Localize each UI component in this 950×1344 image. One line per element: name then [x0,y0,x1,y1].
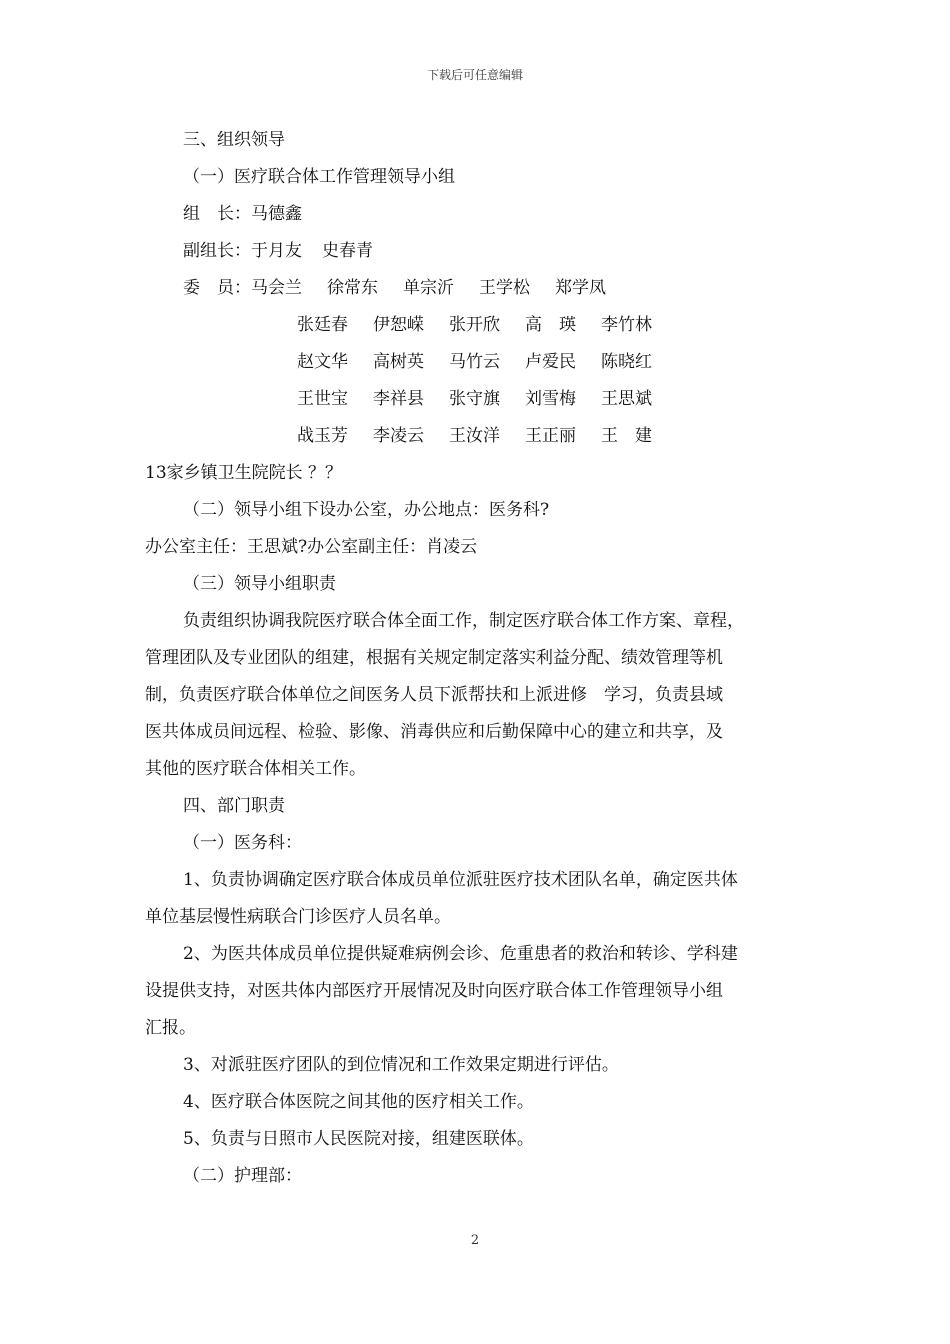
member-name: 马竹云 [449,352,500,372]
member-name: 王正丽 [525,426,576,446]
member-name: 高 瑛 [525,315,576,335]
member-name: 高树英 [373,352,424,372]
member-name: 刘雪梅 [525,389,576,409]
member-name: 王 建 [601,426,652,446]
member-name: 史春青 [322,241,373,261]
member-name: 徐常东 [327,278,378,298]
deputy-line [145,233,805,270]
list-item-line: 3、对派驻医疗团队的到位情况和工作效果定期进行评估。 [183,1055,619,1075]
duties-paragraph-line: 制，负责医疗联合体单位之间医务人员下派帮扶和上派进修 学习，负责县域 [145,685,723,705]
member-name: 伊恕嵘 [373,315,424,335]
member-name: 郑学凤 [555,278,606,298]
members-row [145,307,805,344]
section-heading: 三、组织领导 [183,130,285,150]
member-name: 王思斌 [601,389,652,409]
member-name: 李凌云 [373,426,424,446]
member-name: 陈晓红 [601,352,652,372]
list-item-line: 5、负责与日照市人民医院对接，组建医联体。 [183,1129,534,1149]
deputy-label: 副组长： [183,241,251,261]
member-name: 战玉芳 [297,426,348,446]
township-line: 13家乡镇卫生院院长 ？？ [145,463,343,483]
list-item-line: 4、医疗联合体医院之间其他的医疗相关工作。 [183,1092,534,1112]
member-name: 李竹林 [601,315,652,335]
subsection-heading: （三）领导小组职责 [183,574,336,594]
member-name: 王汝洋 [449,426,500,446]
members-line [145,270,805,307]
page-number: 2 [470,1233,480,1248]
member-name: 于月友 [251,241,302,261]
duties-paragraph-line: 其他的医疗联合体相关工作。 [145,759,366,779]
member-name: 张开欣 [449,315,500,335]
member-name: 王世宝 [297,389,348,409]
duties-paragraph-line: 管理团队及专业团队的组建，根据有关规定制定落实利益分配、绩效管理等机 [145,648,723,668]
member-name: 张廷春 [297,315,348,335]
list-item-line: 1、负责协调确定医疗联合体成员单位派驻医疗技术团队名单，确定医共体 [183,870,738,890]
document-body [145,122,805,1195]
office-heads-line: 办公室主任：王思斌?办公室副主任：肖凌云 [145,537,478,557]
duties-paragraph-line: 医共体成员间远程、检验、影像、消毒供应和后勤保障中心的建立和共享，及 [145,722,723,742]
list-item-line: 汇报。 [145,1018,196,1038]
member-name: 马会兰 [251,278,302,298]
list-item-line: 单位基层慢性病联合门诊医疗人员名单。 [145,907,451,927]
subsection-heading: （一）医务科： [183,833,302,853]
members-row [145,418,805,455]
leader-line: 组 长：马德鑫 [183,204,302,224]
subsection-heading: （一）医疗联合体工作管理领导小组 [183,167,455,187]
subsection-heading: （二）护理部： [183,1166,302,1186]
member-name: 卢爱民 [525,352,576,372]
list-item-line: 2、为医共体成员单位提供疑难病例会诊、危重患者的救治和转诊、学科建 [183,944,738,964]
members-row [145,381,805,418]
page-header: 下载后可任意编辑 [426,68,523,82]
member-name: 赵文华 [297,352,348,372]
section-heading: 四、部门职责 [183,796,285,816]
members-row [145,344,805,381]
member-name: 王学松 [479,278,530,298]
subsection-heading: （二）领导小组下设办公室，办公地点：医务科? [183,500,550,520]
duties-paragraph-line: 负责组织协调我院医疗联合体全面工作，制定医疗联合体工作方案、章程， [183,611,744,631]
member-name: 张守旗 [449,389,500,409]
list-item-line: 设提供支持，对医共体内部医疗开展情况及时向医疗联合体工作管理领导小组 [145,981,723,1001]
member-name: 李祥县 [373,389,424,409]
members-label: 委 员： [183,278,251,298]
member-name: 单宗沂 [403,278,454,298]
